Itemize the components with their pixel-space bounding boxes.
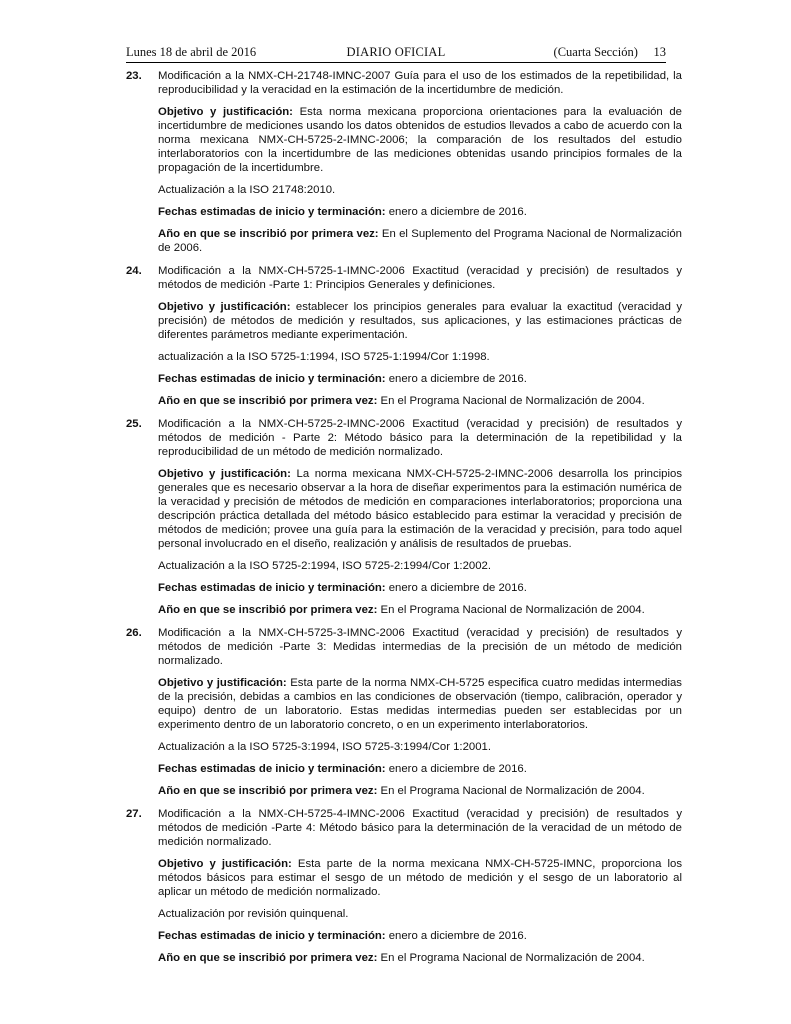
item-update: actualización a la ISO 5725-1:1994, ISO 5725-1:1994/Cor 1:1998.	[158, 351, 490, 363]
dates-text: enero a diciembre de 2016.	[385, 206, 527, 218]
item-title: Modificación a la NMX-CH-5725-3-IMNC-2006 Exactitud (veracidad y precisión) de resultados y métodos de medición -Parte 3: Medidas intermedias de la precisión de un método de medición normalizado.	[158, 627, 682, 667]
dates-text: enero a diciembre de 2016.	[385, 373, 527, 385]
dates-text: enero a diciembre de 2016.	[385, 582, 527, 594]
objective-label: Objetivo y justificación:	[158, 468, 291, 480]
item-number: 26.	[126, 627, 142, 639]
header-rule	[126, 62, 666, 63]
list-item	[126, 807, 682, 965]
item-update: Actualización a la ISO 5725-3:1994, ISO 5725-3:1994/Cor 1:2001.	[158, 741, 491, 753]
dates-label: Fechas estimadas de inicio y terminación:	[158, 373, 386, 385]
list-item	[126, 417, 682, 617]
list-item	[126, 264, 682, 408]
item-dates	[158, 762, 682, 776]
list-item	[126, 69, 682, 255]
item-year	[158, 603, 682, 617]
objective-text: Esta parte de la norma mexicana NMX-CH-5725-IMNC, proporciona los métodos básicos para estimar el sesgo de un método de medición y el sesgo de un laboratorio al aplicar un método de medición normalizado.	[158, 858, 682, 898]
header-date: Lunes 18 de abril de 2016	[126, 45, 257, 59]
item-update: Actualización a la ISO 5725-2:1994, ISO 5725-2:1994/Cor 1:2002.	[158, 560, 491, 572]
item-update: Actualización por revisión quinquenal.	[158, 908, 349, 920]
dates-text: enero a diciembre de 2016.	[385, 930, 527, 942]
item-title: Modificación a la NMX-CH-5725-2-IMNC-2006 Exactitud (veracidad y precisión) de resultados y métodos de medición - Parte 2: Método básico para la determinación de la repetibilidad y la reproducibilidad de un método de medición normalizado.	[158, 418, 682, 458]
objective-text: establecer los principios generales para evaluar la exactitud (veracidad y precisión) de métodos de medición y resultados, sus aplicaciones, y las estimaciones prácticas de diferentes parámetros mediante experimentación.	[158, 301, 682, 341]
objective-text: Esta parte de la norma NMX-CH-5725 especifica cuatro medidas intermedias de la precisión, debidas a cambios en las condiciones de observación (tiempo, calibración, operador y equipo) dentro de un laboratorio. Estas medidas intermedias pueden ser establecidas por un experimento dentro de un laboratorio concreto, o en un experimento interlaboratorios.	[158, 677, 682, 731]
year-text: En el Suplemento del Programa Nacional de Normalización de 2006.	[158, 228, 682, 254]
objective-label: Objetivo y justificación:	[158, 301, 291, 313]
year-text: En el Programa Nacional de Normalización de 2004.	[377, 952, 645, 964]
year-text: En el Programa Nacional de Normalización de 2004.	[377, 604, 645, 616]
header-page-number: 13	[653, 45, 666, 59]
item-title: Modificación a la NMX-CH-21748-IMNC-2007 Guía para el uso de los estimados de la repetibilidad, la reproducibilidad y la veracidad en la estimación de la incertidumbre de medición.	[158, 70, 682, 96]
dates-label: Fechas estimadas de inicio y terminación:	[158, 582, 386, 594]
year-text: En el Programa Nacional de Normalización de 2004.	[377, 395, 645, 407]
item-objective	[158, 300, 682, 342]
dates-label: Fechas estimadas de inicio y terminación:	[158, 763, 386, 775]
item-title: Modificación a la NMX-CH-5725-1-IMNC-2006 Exactitud (veracidad y precisión) de resultados y métodos de medición -Parte 1: Principios Generales y definiciones.	[158, 265, 682, 291]
page-header	[126, 44, 666, 60]
item-year	[158, 784, 682, 798]
header-section: (Cuarta Sección)	[553, 45, 638, 59]
dates-label: Fechas estimadas de inicio y terminación:	[158, 930, 386, 942]
item-number: 27.	[126, 808, 142, 820]
objective-label: Objetivo y justificación:	[158, 106, 293, 118]
item-year	[158, 394, 682, 408]
year-label: Año en que se inscribió por primera vez:	[158, 952, 378, 964]
item-number: 23.	[126, 70, 142, 82]
item-dates	[158, 372, 682, 386]
item-objective	[158, 676, 682, 732]
objective-label: Objetivo y justificación:	[158, 677, 287, 689]
objective-label: Objetivo y justificación:	[158, 858, 292, 870]
item-objective	[158, 467, 682, 551]
header-section-page	[554, 44, 666, 60]
item-objective	[158, 857, 682, 899]
objective-text: Esta norma mexicana proporciona orientaciones para la evaluación de incertidumbre de mediciones usando los datos obtenidos de estudios llevados a cabo de acuerdo con la norma mexicana NMX-CH-5725-2-IMNC-2006; la comparación de los resultados del estudio interlaboratorios con la incertidumbre de las mediciones obtenidas usando principios formales de la propagación de la incertidumbre.	[158, 106, 682, 174]
item-dates	[158, 581, 682, 595]
item-dates	[158, 929, 682, 943]
year-label: Año en que se inscribió por primera vez:	[158, 785, 378, 797]
item-year	[158, 951, 682, 965]
item-number: 24.	[126, 265, 142, 277]
item-update: Actualización a la ISO 21748:2010.	[158, 184, 336, 196]
item-title: Modificación a la NMX-CH-5725-4-IMNC-2006 Exactitud (veracidad y precisión) de resultados y métodos de medición -Parte 4: Método básico para la determinación de la veracidad de un método de medición normalizado.	[158, 808, 682, 848]
dates-text: enero a diciembre de 2016.	[385, 763, 527, 775]
year-label: Año en que se inscribió por primera vez:	[158, 228, 379, 240]
item-objective	[158, 105, 682, 175]
year-label: Año en que se inscribió por primera vez:	[158, 395, 378, 407]
item-number: 25.	[126, 418, 142, 430]
objective-text: La norma mexicana NMX-CH-5725-2-IMNC-2006 desarrolla los principios generales que es necesario observar a la hora de diseñar experimentos para la estimación numérica de la veracidad y precisión de métodos de medición en comparaciones interlaboratorios; proporciona una descripción práctica detallada del método básico establecido para estimar la veracidad y precisión de métodos de medición; provee una guía para la estimación de la veracidad y precisión, para todo aquel personal involucrado en el diseño, realización y análisis de resultados de pruebas.	[158, 468, 682, 550]
list-item	[126, 626, 682, 798]
dates-label: Fechas estimadas de inicio y terminación:	[158, 206, 386, 218]
year-text: En el Programa Nacional de Normalización de 2004.	[377, 785, 645, 797]
header-publication: DIARIO OFICIAL	[346, 45, 446, 59]
item-dates	[158, 205, 682, 219]
item-year	[158, 227, 682, 255]
year-label: Año en que se inscribió por primera vez:	[158, 604, 378, 616]
document-body	[126, 69, 682, 965]
